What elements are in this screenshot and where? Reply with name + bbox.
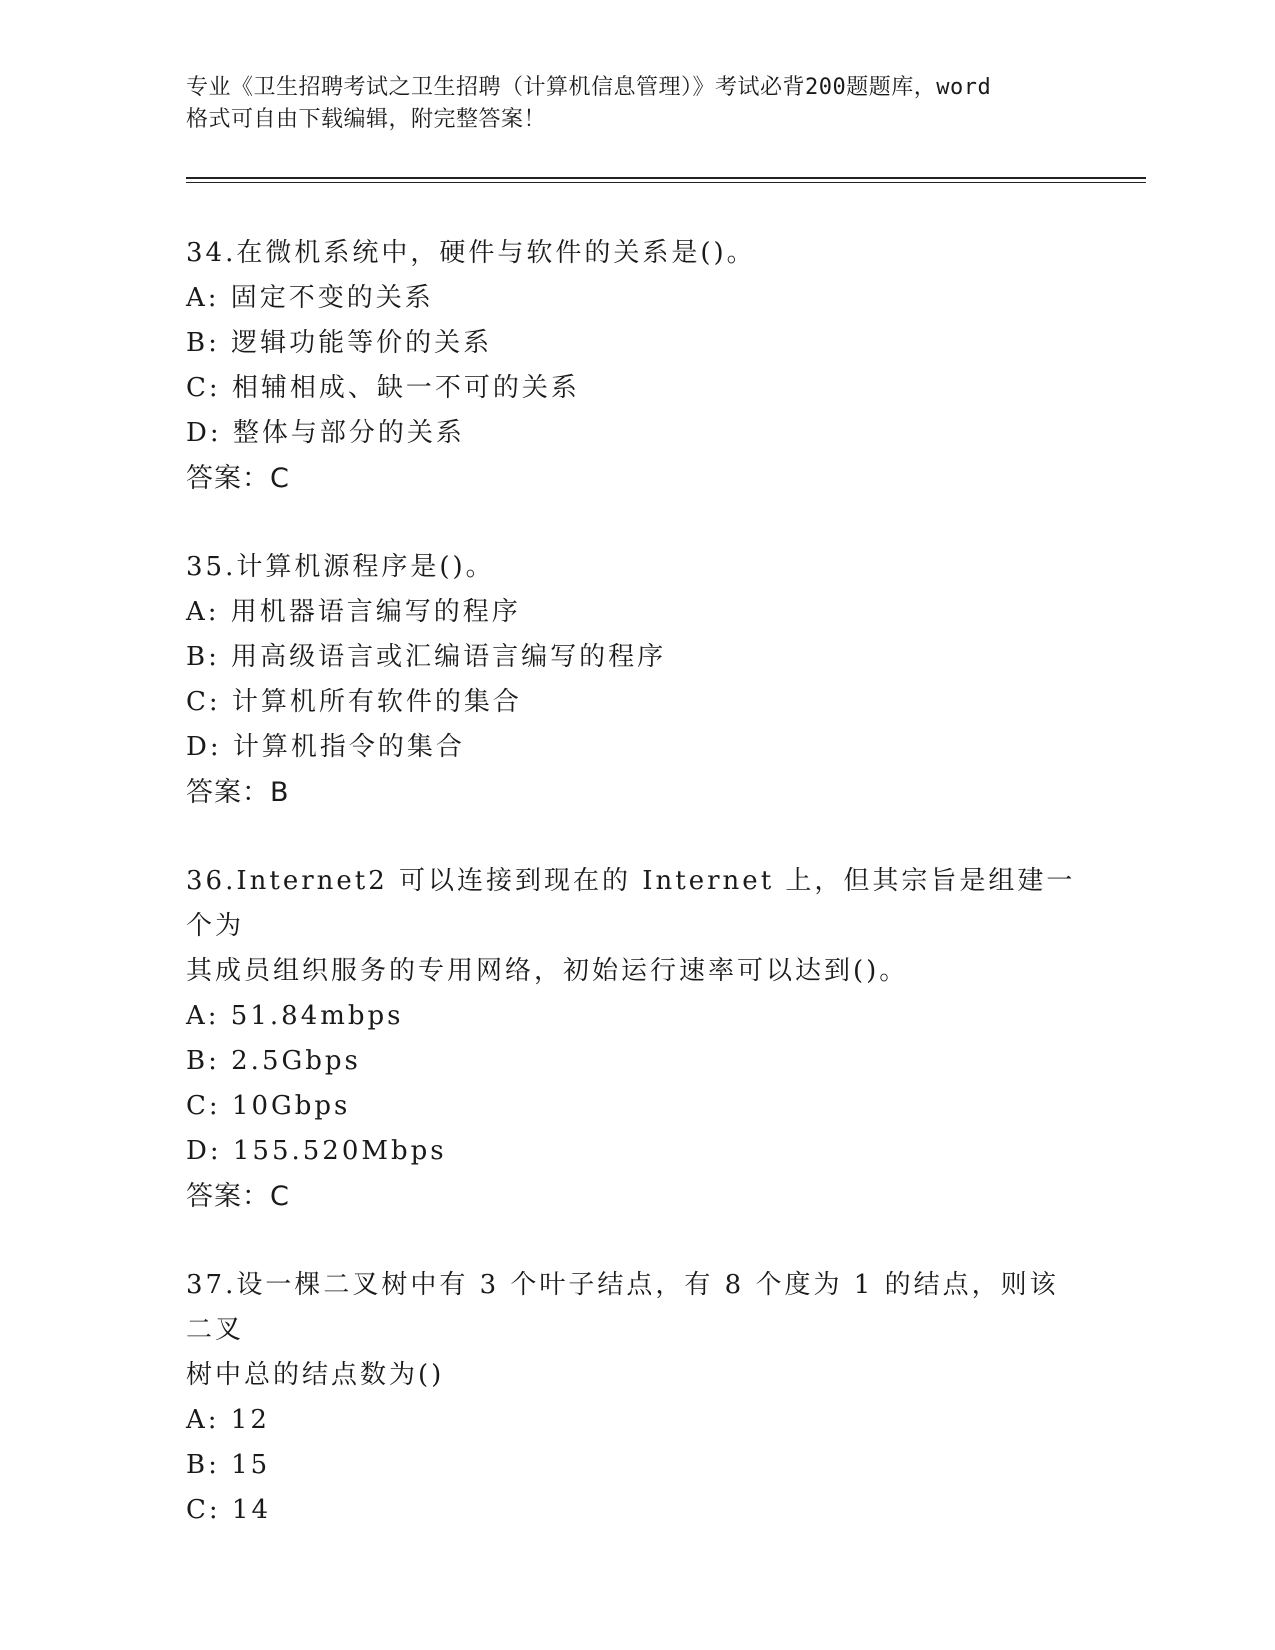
- option-c: C: 计算机所有软件的集合: [186, 687, 522, 717]
- question-35: [186, 545, 1086, 815]
- question-list: [186, 231, 1086, 1577]
- header-line-2: 格式可自由下载编辑，附完整答案！: [186, 107, 547, 132]
- option-b: B: 用高级语言或汇编语言编写的程序: [186, 642, 667, 672]
- option-c: C: 相辅相成、缺一不可的关系: [186, 373, 580, 403]
- header-divider-thin: [186, 182, 1146, 183]
- question-stem: 34.在微机系统中，硬件与软件的关系是()。: [186, 238, 756, 268]
- option-a: A: 用机器语言编写的程序: [186, 597, 521, 627]
- option-d: D: 计算机指令的集合: [186, 732, 465, 762]
- question-stem-line-1: 37.设一棵二叉树中有 3 个叶子结点，有 8 个度为 1 的结点，则该二叉: [186, 1270, 1059, 1345]
- option-a: A: 固定不变的关系: [186, 283, 434, 313]
- question-37: [186, 1263, 1086, 1533]
- answer-line: 答案：C: [186, 463, 290, 494]
- option-d: D: 155.520Mbps: [186, 1136, 447, 1166]
- option-c: C: 14: [186, 1495, 272, 1525]
- question-36: [186, 859, 1086, 1219]
- question-34: [186, 231, 1086, 501]
- question-stem-line-2: 其成员组织服务的专用网络，初始运行速率可以达到()。: [186, 956, 909, 986]
- answer-line: 答案：B: [186, 777, 290, 808]
- document-header: [186, 72, 1086, 136]
- question-stem-line-2: 树中总的结点数为(): [186, 1360, 445, 1390]
- option-a: A: 12: [186, 1405, 270, 1435]
- option-d: D: 整体与部分的关系: [186, 418, 465, 448]
- header-divider-thick: [186, 177, 1146, 179]
- question-stem: 35.计算机源程序是()。: [186, 552, 495, 582]
- option-b: B: 逻辑功能等价的关系: [186, 328, 493, 358]
- question-stem-line-1: 36.Internet2 可以连接到现在的 Internet 上，但其宗旨是组建一个为: [186, 866, 1076, 941]
- answer-line: 答案：C: [186, 1181, 290, 1212]
- option-a: A: 51.84mbps: [186, 1001, 404, 1031]
- option-b: B: 15: [186, 1450, 271, 1480]
- header-line-1: 专业《卫生招聘考试之卫生招聘（计算机信息管理）》考试必背200题题库，word: [186, 75, 992, 100]
- option-c: C: 10Gbps: [186, 1091, 351, 1121]
- option-b: B: 2.5Gbps: [186, 1046, 361, 1076]
